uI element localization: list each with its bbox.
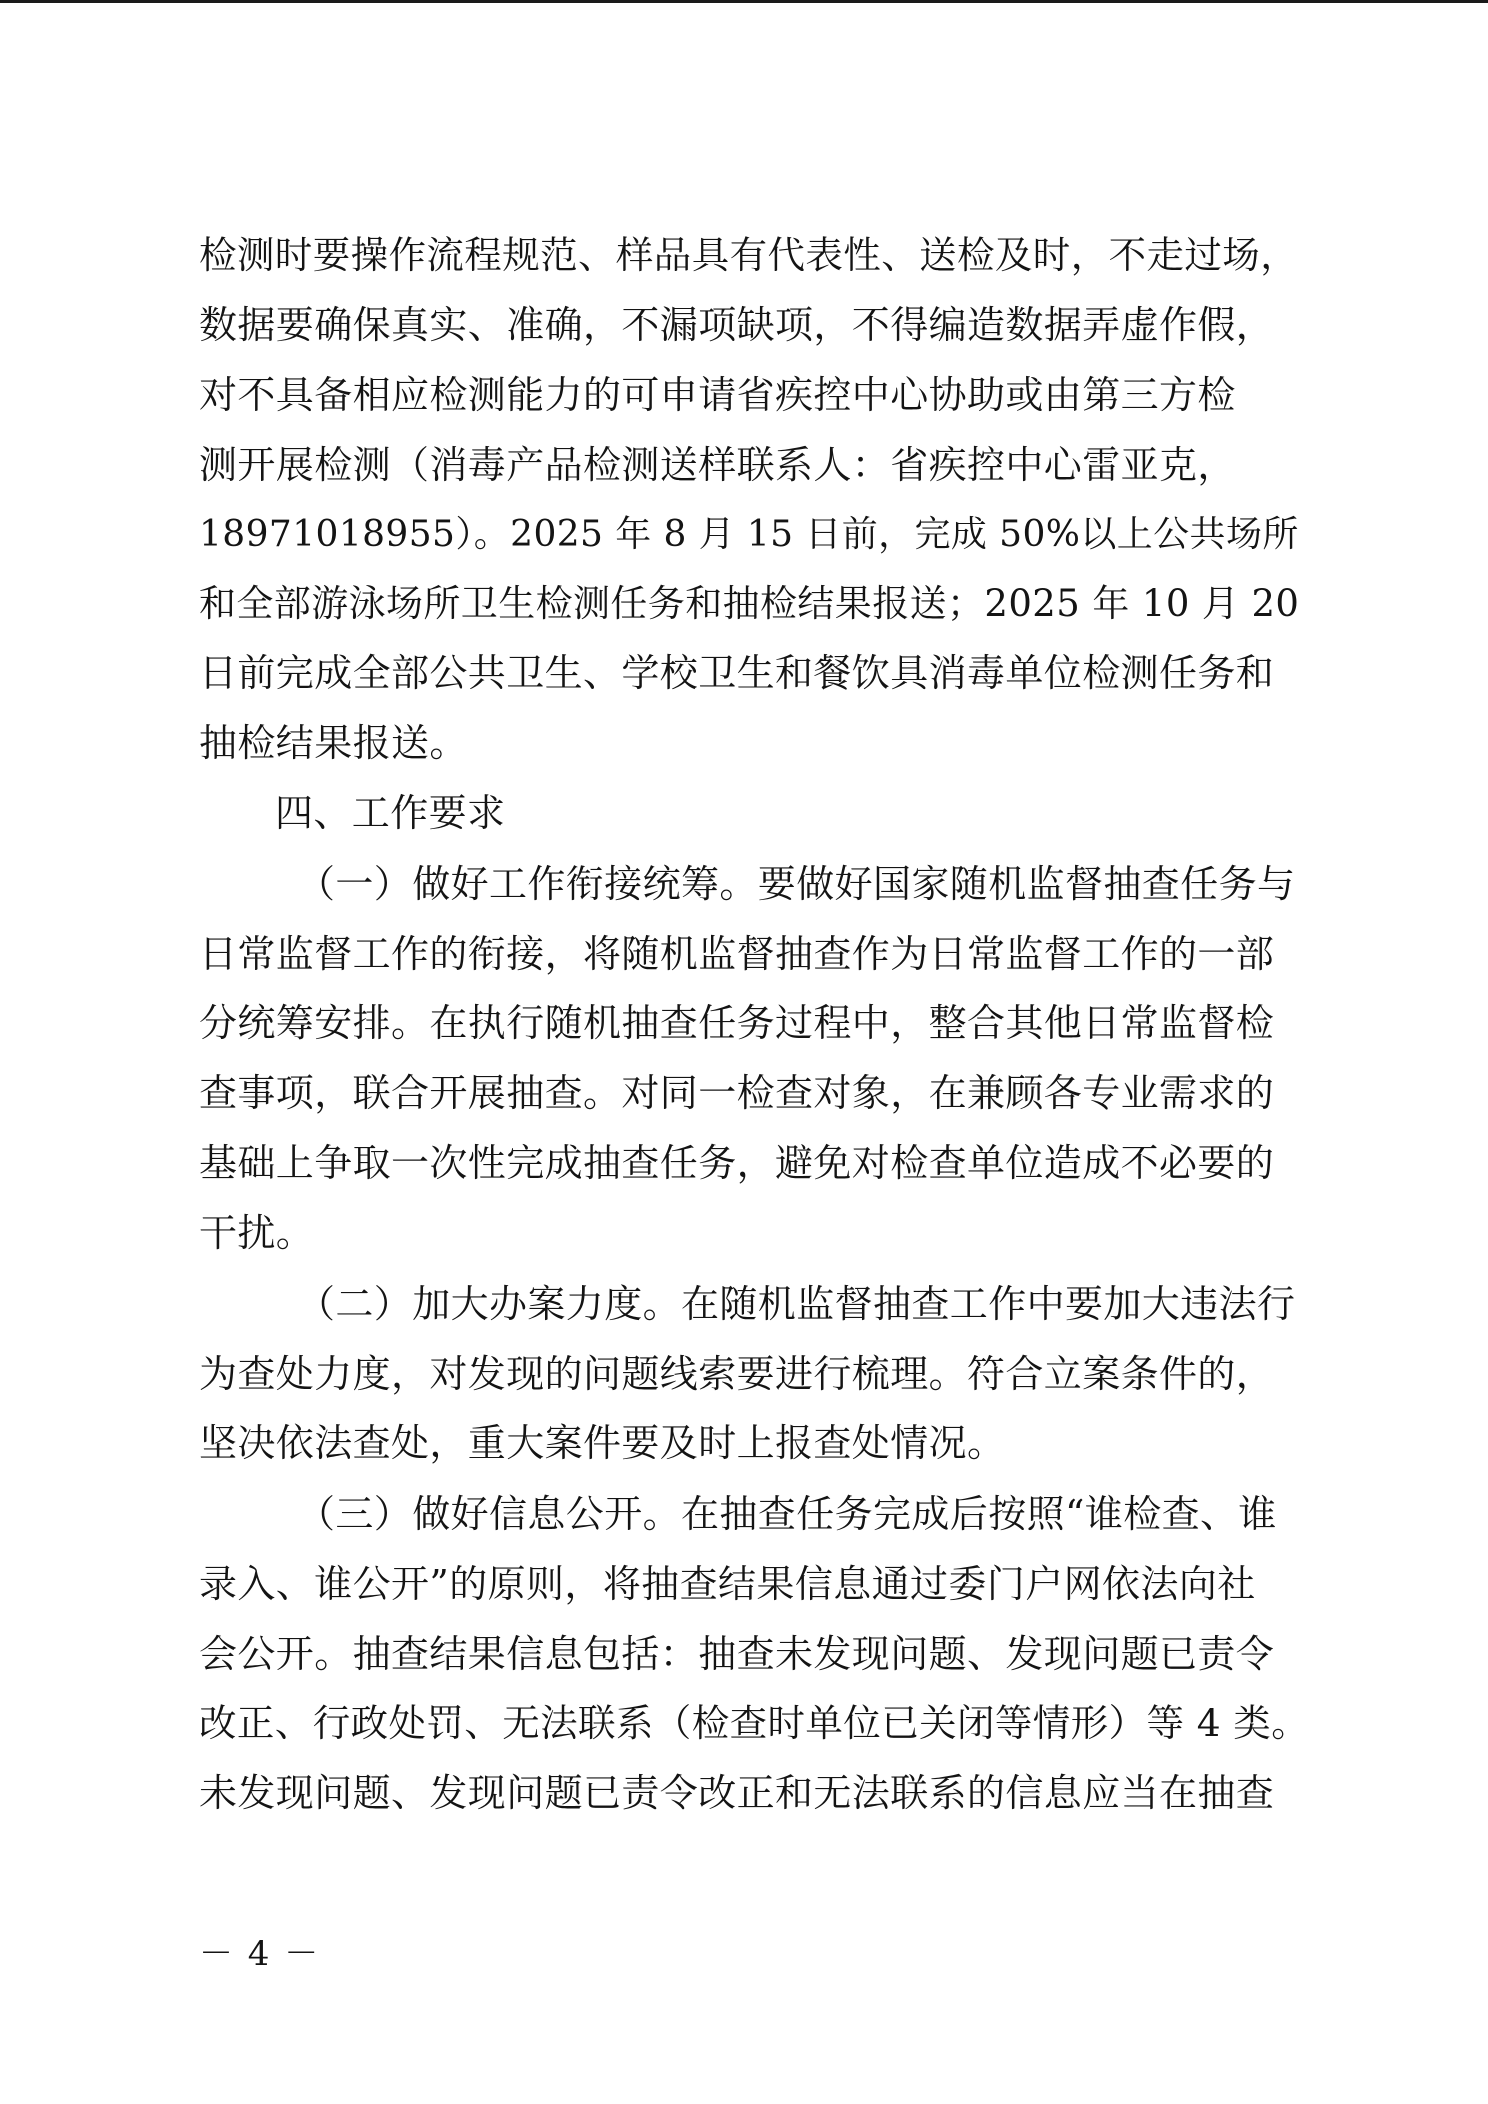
body-line-8: 抽检结果报送。 — [199, 721, 468, 765]
body-line-2: 数据要确保真实、准确，不漏项缺项，不得编造数据弄虚作假， — [199, 303, 1275, 347]
body-line-17: 为查处力度，对发现的问题线索要进行梳理。符合立案条件的， — [199, 1352, 1275, 1396]
body-line-1: 检测时要操作流程规范、样品具有代表性、送检及时，不走过场， — [199, 233, 1299, 277]
body-line-18: 坚决依法查处，重大案件要及时上报查处情况。 — [199, 1421, 1006, 1465]
body-line-15: 干扰。 — [199, 1211, 315, 1255]
page-number: － 4 － — [199, 1934, 321, 1974]
body-line-23: 未发现问题、发现问题已责令改正和无法联系的信息应当在抽查 — [199, 1771, 1275, 1815]
body-line-20: 录入、谁公开”的原则，将抽查结果信息通过委门户网依法向社 — [199, 1562, 1256, 1606]
body-line-12: 分统筹安排。在执行随机抽查任务过程中，整合其他日常监督检 — [199, 1001, 1275, 1045]
body-line-21: 会公开。抽查结果信息包括：抽查未发现问题、发现问题已责令 — [199, 1632, 1275, 1676]
subsection-1-first-line: （一）做好工作衔接统筹。要做好国家随机监督抽查任务与 — [297, 862, 1296, 906]
body-line-4: 测开展检测（消毒产品检测送样联系人：省疾控中心雷亚克， — [199, 443, 1236, 487]
body-line-13: 查事项，联合开展抽查。对同一检查对象，在兼顾各专业需求的 — [199, 1071, 1275, 1115]
body-line-7: 日前完成全部公共卫生、学校卫生和餐饮具消毒单位检测任务和 — [199, 651, 1275, 695]
body-line-6: 和全部游泳场所卫生检测任务和抽检结果报送；2025 年 10 月 20 — [199, 582, 1300, 625]
body-line-14: 基础上争取一次性完成抽查任务，避免对检查单位造成不必要的 — [199, 1141, 1275, 1185]
body-line-3: 对不具备相应检测能力的可申请省疾控中心协助或由第三方检 — [199, 373, 1236, 417]
body-line-11: 日常监督工作的衔接，将随机监督抽查作为日常监督工作的一部 — [199, 932, 1275, 976]
subsection-2-first-line: （二）加大办案力度。在随机监督抽查工作中要加大违法行 — [297, 1282, 1296, 1326]
top-border-rule — [0, 0, 1488, 3]
section-heading-work-requirements: 四、工作要求 — [275, 791, 506, 835]
body-line-22: 改正、行政处罚、无法联系（检查时单位已关闭等情形）等 4 类。 — [199, 1701, 1310, 1745]
subsection-3-first-line: （三）做好信息公开。在抽查任务完成后按照“谁检查、谁 — [297, 1492, 1277, 1536]
body-line-5: 18971018955）。2025 年 8 月 15 日前，完成 50%以上公共场所 — [199, 514, 1299, 555]
